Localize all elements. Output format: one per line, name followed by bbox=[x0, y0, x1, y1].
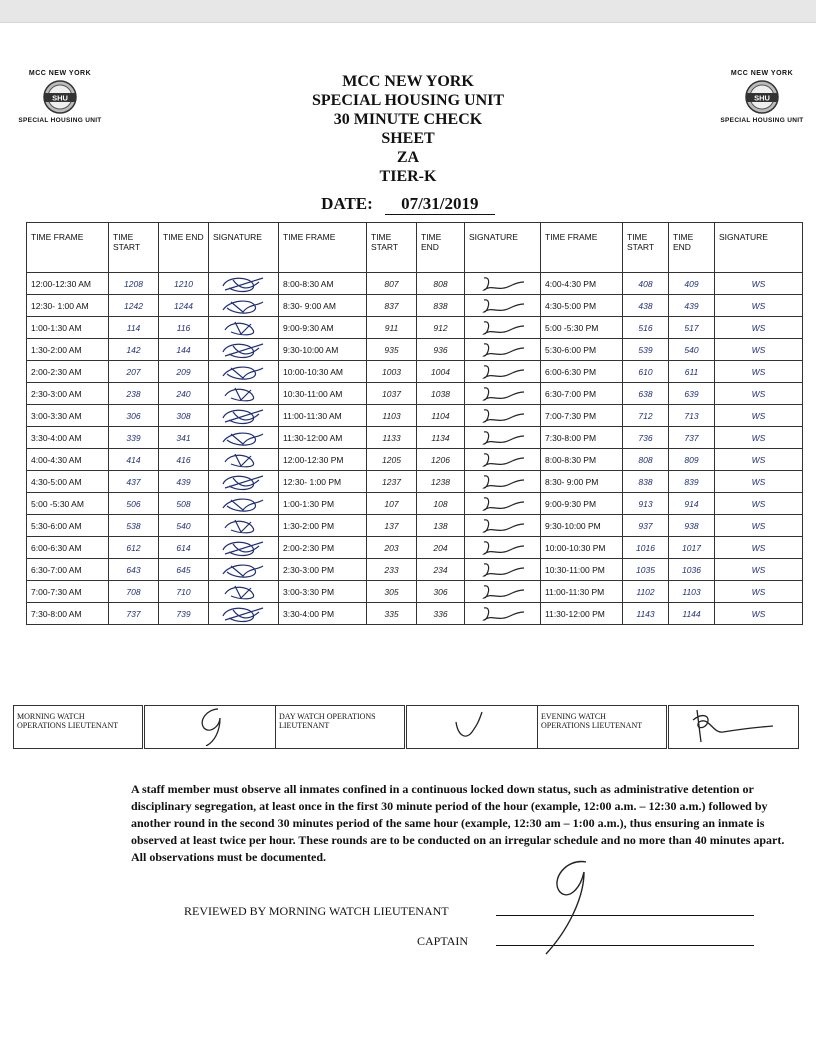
time-end-cell[interactable]: 1144 bbox=[669, 603, 715, 625]
time-start-cell[interactable]: 1102 bbox=[623, 581, 669, 603]
time-frame-cell: 12:00-12:30 AM bbox=[27, 273, 109, 295]
table-row bbox=[27, 537, 803, 559]
signature-mark bbox=[219, 450, 269, 470]
col-time-start: TIME START bbox=[109, 223, 159, 273]
logo-top-text: MCC NEW YORK bbox=[28, 70, 92, 77]
table-row bbox=[27, 493, 803, 515]
time-start-cell[interactable]: 1208 bbox=[109, 273, 159, 295]
time-end-cell[interactable]: 914 bbox=[669, 493, 715, 515]
signature-cell[interactable] bbox=[209, 405, 279, 427]
col-time-end: TIME END bbox=[417, 223, 465, 273]
time-frame-cell: 3:30-4:00 PM bbox=[279, 603, 367, 625]
time-start-cell[interactable]: 935 bbox=[367, 339, 417, 361]
time-end-cell[interactable]: 912 bbox=[417, 317, 465, 339]
time-end-cell[interactable]: 737 bbox=[669, 427, 715, 449]
time-end-cell[interactable]: 645 bbox=[159, 559, 209, 581]
time-start-cell[interactable]: 137 bbox=[367, 515, 417, 537]
time-frame-cell: 10:30-11:00 AM bbox=[279, 383, 367, 405]
col-signature: SIGNATURE bbox=[715, 223, 803, 273]
col-time-end: TIME END bbox=[159, 223, 209, 273]
time-start-cell[interactable]: 807 bbox=[367, 273, 417, 295]
time-end-cell[interactable]: 1103 bbox=[669, 581, 715, 603]
time-end-cell[interactable]: 439 bbox=[669, 295, 715, 317]
col-time-frame: TIME FRAME bbox=[541, 223, 623, 273]
time-end-cell[interactable]: 809 bbox=[669, 449, 715, 471]
signature-cell[interactable] bbox=[209, 295, 279, 317]
col-time-frame: TIME FRAME bbox=[279, 223, 367, 273]
time-end-cell[interactable]: 336 bbox=[417, 603, 465, 625]
time-end-cell[interactable]: 341 bbox=[159, 427, 209, 449]
time-end-cell[interactable]: 416 bbox=[159, 449, 209, 471]
signature-cell[interactable]: WS bbox=[715, 603, 803, 625]
left-logo bbox=[10, 70, 110, 124]
time-start-cell[interactable]: 1035 bbox=[623, 559, 669, 581]
captain-label: CAPTAIN bbox=[417, 934, 469, 948]
time-frame-cell: 4:30-5:00 PM bbox=[541, 295, 623, 317]
time-frame-cell: 11:00-11:30 PM bbox=[541, 581, 623, 603]
time-frame-cell: 5:30-6:00 AM bbox=[27, 515, 109, 537]
time-start-cell[interactable]: 612 bbox=[109, 537, 159, 559]
logo-top-text: MCC NEW YORK bbox=[730, 70, 794, 77]
time-end-cell[interactable]: 611 bbox=[669, 361, 715, 383]
signature-mark bbox=[478, 296, 528, 316]
time-end-cell[interactable]: 517 bbox=[669, 317, 715, 339]
time-end-cell[interactable]: 1238 bbox=[417, 471, 465, 493]
time-start-cell[interactable]: 737 bbox=[109, 603, 159, 625]
time-frame-cell: 10:00-10:30 PM bbox=[541, 537, 623, 559]
signature-cell[interactable] bbox=[465, 383, 541, 405]
signature-mark bbox=[478, 340, 528, 360]
signature-mark bbox=[219, 604, 269, 624]
signature-mark bbox=[219, 318, 269, 338]
signature-cell[interactable] bbox=[465, 603, 541, 625]
time-start-cell[interactable]: 837 bbox=[367, 295, 417, 317]
shu-badge-icon bbox=[40, 79, 80, 115]
table-row bbox=[27, 383, 803, 405]
time-end-cell[interactable]: 116 bbox=[159, 317, 209, 339]
signature-cell[interactable] bbox=[465, 339, 541, 361]
signature-mark bbox=[219, 516, 269, 536]
time-end-cell[interactable]: 639 bbox=[669, 383, 715, 405]
time-start-cell[interactable]: 207 bbox=[109, 361, 159, 383]
table-row bbox=[27, 295, 803, 317]
time-end-cell[interactable]: 409 bbox=[669, 273, 715, 295]
time-end-cell[interactable]: 209 bbox=[159, 361, 209, 383]
table-header-row bbox=[27, 223, 803, 273]
signature-mark bbox=[219, 560, 269, 580]
signature-cell[interactable]: WS bbox=[715, 537, 803, 559]
time-start-cell[interactable]: 1103 bbox=[367, 405, 417, 427]
time-end-cell[interactable]: 710 bbox=[159, 581, 209, 603]
time-start-cell[interactable]: 1037 bbox=[367, 383, 417, 405]
time-start-cell[interactable]: 1016 bbox=[623, 537, 669, 559]
signature-cell[interactable] bbox=[465, 537, 541, 559]
time-start-cell[interactable]: 1133 bbox=[367, 427, 417, 449]
time-end-cell[interactable]: 938 bbox=[669, 515, 715, 537]
signature-cell[interactable] bbox=[465, 405, 541, 427]
signature-cell[interactable] bbox=[465, 273, 541, 295]
time-frame-cell: 4:00-4:30 AM bbox=[27, 449, 109, 471]
signature-cell[interactable]: WS bbox=[715, 559, 803, 581]
time-start-cell[interactable]: 203 bbox=[367, 537, 417, 559]
col-signature: SIGNATURE bbox=[465, 223, 541, 273]
signature-mark bbox=[478, 274, 528, 294]
time-start-cell[interactable]: 712 bbox=[623, 405, 669, 427]
header-line-2: SPECIAL HOUSING UNIT bbox=[311, 92, 505, 109]
time-frame-cell: 10:00-10:30 AM bbox=[279, 361, 367, 383]
time-end-cell[interactable]: 1036 bbox=[669, 559, 715, 581]
signature-cell[interactable] bbox=[209, 361, 279, 383]
signature-mark bbox=[219, 538, 269, 558]
time-start-cell[interactable]: 233 bbox=[367, 559, 417, 581]
time-start-cell[interactable]: 339 bbox=[109, 427, 159, 449]
right-logo bbox=[712, 70, 812, 124]
page-title bbox=[308, 72, 508, 186]
signature-cell[interactable]: WS bbox=[715, 295, 803, 317]
signature-mark bbox=[219, 340, 269, 360]
time-frame-cell: 11:00-11:30 AM bbox=[279, 405, 367, 427]
time-end-cell[interactable]: 240 bbox=[159, 383, 209, 405]
signature-mark bbox=[478, 450, 528, 470]
time-end-cell[interactable]: 1017 bbox=[669, 537, 715, 559]
time-end-cell[interactable]: 1244 bbox=[159, 295, 209, 317]
signature-cell[interactable] bbox=[465, 493, 541, 515]
signature-cell[interactable] bbox=[209, 471, 279, 493]
logo-bottom-text: SPECIAL HOUSING UNIT bbox=[18, 117, 102, 124]
col-time-frame: TIME FRAME bbox=[27, 223, 109, 273]
evening-watch-signature[interactable] bbox=[668, 706, 799, 749]
time-end-cell[interactable]: 439 bbox=[159, 471, 209, 493]
policy-text: A staff member must observe all inmates confined in a continuous locked down status, such as administrative detention or disciplinary segregation, at least once in the first 30 minute period of the hour (example, 12:00 a.m. – 12:30 a.m.) followed by another round in the second 30 minutes period of the same hour (example, 12:30 am – 1:00 a.m.), thus ensuring an inmate is observed at least twice per hour. These rounds are to be conducted on an irregular schedule and no more than 40 minutes apart. All observations must be documented. bbox=[131, 782, 785, 864]
time-start-cell[interactable]: 1237 bbox=[367, 471, 417, 493]
time-start-cell[interactable]: 538 bbox=[109, 515, 159, 537]
signature-cell[interactable] bbox=[209, 493, 279, 515]
time-frame-cell: 7:30-8:00 PM bbox=[541, 427, 623, 449]
time-frame-cell: 2:30-3:00 AM bbox=[27, 383, 109, 405]
signature-cell[interactable]: WS bbox=[715, 361, 803, 383]
check-table bbox=[26, 222, 803, 625]
time-frame-cell: 11:30-12:00 PM bbox=[541, 603, 623, 625]
signature-mark bbox=[478, 582, 528, 602]
signature-cell[interactable] bbox=[465, 427, 541, 449]
signature-cell[interactable] bbox=[465, 559, 541, 581]
signature-cell[interactable] bbox=[209, 559, 279, 581]
time-frame-cell: 4:30-5:00 AM bbox=[27, 471, 109, 493]
time-frame-cell: 5:00 -5:30 PM bbox=[541, 317, 623, 339]
time-end-cell[interactable]: 1206 bbox=[417, 449, 465, 471]
signature-cell[interactable] bbox=[465, 317, 541, 339]
table-row bbox=[27, 427, 803, 449]
time-start-cell[interactable]: 539 bbox=[623, 339, 669, 361]
signature-cell[interactable]: WS bbox=[715, 493, 803, 515]
signature-cell[interactable] bbox=[465, 515, 541, 537]
signature-mark bbox=[219, 384, 269, 404]
time-frame-cell: 9:00-9:30 AM bbox=[279, 317, 367, 339]
signature-cell[interactable]: WS bbox=[715, 317, 803, 339]
time-start-cell[interactable]: 913 bbox=[623, 493, 669, 515]
time-frame-cell: 5:00 -5:30 AM bbox=[27, 493, 109, 515]
time-frame-cell: 12:30- 1:00 AM bbox=[27, 295, 109, 317]
signature-mark bbox=[478, 560, 528, 580]
time-end-cell[interactable]: 138 bbox=[417, 515, 465, 537]
signature-mark bbox=[219, 428, 269, 448]
signature-mark bbox=[478, 494, 528, 514]
time-start-cell[interactable]: 305 bbox=[367, 581, 417, 603]
signature-mark bbox=[478, 384, 528, 404]
signature-mark bbox=[689, 706, 779, 746]
time-frame-cell: 7:00-7:30 AM bbox=[27, 581, 109, 603]
time-frame-cell: 6:00-6:30 AM bbox=[27, 537, 109, 559]
table-row bbox=[27, 603, 803, 625]
signature-mark bbox=[442, 706, 502, 746]
col-time-start: TIME START bbox=[623, 223, 669, 273]
time-end-cell[interactable]: 808 bbox=[417, 273, 465, 295]
signature-cell[interactable] bbox=[465, 295, 541, 317]
time-start-cell[interactable]: 643 bbox=[109, 559, 159, 581]
time-end-cell[interactable]: 108 bbox=[417, 493, 465, 515]
time-end-cell[interactable]: 540 bbox=[669, 339, 715, 361]
time-end-cell[interactable]: 540 bbox=[159, 515, 209, 537]
time-start-cell[interactable]: 107 bbox=[367, 493, 417, 515]
time-frame-cell: 6:00-6:30 PM bbox=[541, 361, 623, 383]
signature-cell[interactable]: WS bbox=[715, 405, 803, 427]
watch-signoff bbox=[13, 705, 799, 749]
time-start-cell[interactable]: 438 bbox=[623, 295, 669, 317]
time-end-cell[interactable]: 1038 bbox=[417, 383, 465, 405]
signature-cell[interactable] bbox=[209, 427, 279, 449]
signature-cell[interactable] bbox=[209, 603, 279, 625]
time-frame-cell: 3:00-3:30 PM bbox=[279, 581, 367, 603]
signature-cell[interactable] bbox=[209, 383, 279, 405]
time-frame-cell: 9:30-10:00 PM bbox=[541, 515, 623, 537]
time-frame-cell: 2:00-2:30 AM bbox=[27, 361, 109, 383]
signature-mark bbox=[478, 604, 528, 624]
morning-watch-label: MORNING WATCH OPERATIONS LIEUTENANT bbox=[14, 706, 132, 749]
table-row bbox=[27, 449, 803, 471]
time-end-cell[interactable]: 1104 bbox=[417, 405, 465, 427]
reviewer-signature bbox=[520, 858, 610, 958]
signature-mark bbox=[219, 274, 269, 294]
time-start-cell[interactable]: 1003 bbox=[367, 361, 417, 383]
time-end-cell[interactable]: 144 bbox=[159, 339, 209, 361]
signature-cell[interactable] bbox=[209, 515, 279, 537]
time-start-cell[interactable]: 114 bbox=[109, 317, 159, 339]
signature-mark bbox=[219, 362, 269, 382]
signature-cell[interactable] bbox=[465, 581, 541, 603]
time-end-cell[interactable]: 508 bbox=[159, 493, 209, 515]
signature-cell[interactable] bbox=[209, 317, 279, 339]
header-line-3: 30 MINUTE CHECK SHEET bbox=[333, 111, 483, 147]
signature-cell[interactable]: WS bbox=[715, 471, 803, 493]
time-frame-cell: 1:00-1:30 PM bbox=[279, 493, 367, 515]
time-frame-cell: 8:30- 9:00 AM bbox=[279, 295, 367, 317]
time-frame-cell: 6:30-7:00 AM bbox=[27, 559, 109, 581]
time-frame-cell: 7:30-8:00 AM bbox=[27, 603, 109, 625]
date-value: 07/31/2019 bbox=[385, 194, 495, 215]
table-row bbox=[27, 515, 803, 537]
table-row bbox=[27, 559, 803, 581]
time-start-cell[interactable]: 937 bbox=[623, 515, 669, 537]
logo-bottom-text: SPECIAL HOUSING UNIT bbox=[720, 117, 804, 124]
date-row bbox=[0, 194, 816, 215]
time-start-cell[interactable]: 911 bbox=[367, 317, 417, 339]
signature-cell[interactable] bbox=[209, 273, 279, 295]
signature-cell[interactable] bbox=[209, 537, 279, 559]
header-line-4: ZA bbox=[396, 149, 420, 166]
time-end-cell[interactable]: 713 bbox=[669, 405, 715, 427]
day-watch-signature[interactable] bbox=[406, 706, 538, 749]
time-end-cell[interactable]: 838 bbox=[417, 295, 465, 317]
time-frame-cell: 6:30-7:00 PM bbox=[541, 383, 623, 405]
time-start-cell[interactable]: 306 bbox=[109, 405, 159, 427]
time-end-cell[interactable]: 839 bbox=[669, 471, 715, 493]
signature-cell[interactable]: WS bbox=[715, 449, 803, 471]
time-frame-cell: 1:30-2:00 AM bbox=[27, 339, 109, 361]
time-frame-cell: 9:00-9:30 PM bbox=[541, 493, 623, 515]
time-frame-cell: 12:30- 1:00 PM bbox=[279, 471, 367, 493]
time-frame-cell: 12:00-12:30 PM bbox=[279, 449, 367, 471]
time-end-cell[interactable]: 1004 bbox=[417, 361, 465, 383]
time-start-cell[interactable]: 516 bbox=[623, 317, 669, 339]
time-end-cell[interactable]: 204 bbox=[417, 537, 465, 559]
time-start-cell[interactable]: 838 bbox=[623, 471, 669, 493]
signature-mark bbox=[478, 516, 528, 536]
time-frame-cell: 1:00-1:30 AM bbox=[27, 317, 109, 339]
signature-cell[interactable] bbox=[465, 449, 541, 471]
time-start-cell[interactable]: 1242 bbox=[109, 295, 159, 317]
signature-cell[interactable] bbox=[209, 581, 279, 603]
time-frame-cell: 8:00-8:30 PM bbox=[541, 449, 623, 471]
badge-text: SHU bbox=[754, 93, 770, 103]
evening-watch-label: EVENING WATCH OPERATIONS LIEUTENANT bbox=[538, 706, 656, 749]
time-end-cell[interactable]: 1134 bbox=[417, 427, 465, 449]
signature-cell[interactable] bbox=[209, 339, 279, 361]
time-end-cell[interactable]: 308 bbox=[159, 405, 209, 427]
table-row bbox=[27, 581, 803, 603]
table-row bbox=[27, 471, 803, 493]
time-frame-cell: 1:30-2:00 PM bbox=[279, 515, 367, 537]
time-start-cell[interactable]: 506 bbox=[109, 493, 159, 515]
time-start-cell[interactable]: 238 bbox=[109, 383, 159, 405]
signature-mark bbox=[478, 472, 528, 492]
time-start-cell[interactable]: 708 bbox=[109, 581, 159, 603]
col-signature: SIGNATURE bbox=[209, 223, 279, 273]
shu-badge-icon bbox=[742, 79, 782, 115]
time-start-cell[interactable]: 414 bbox=[109, 449, 159, 471]
time-frame-cell: 8:00-8:30 AM bbox=[279, 273, 367, 295]
time-start-cell[interactable]: 638 bbox=[623, 383, 669, 405]
time-start-cell[interactable]: 1205 bbox=[367, 449, 417, 471]
time-frame-cell: 5:30-6:00 PM bbox=[541, 339, 623, 361]
signature-cell[interactable] bbox=[465, 471, 541, 493]
col-time-start: TIME START bbox=[367, 223, 417, 273]
review-lieutenant-label: REVIEWED BY MORNING WATCH LIEUTENANT bbox=[184, 904, 449, 918]
signature-mark bbox=[478, 318, 528, 338]
day-watch-label: DAY WATCH OPERATIONS LIEUTENANT bbox=[276, 706, 394, 749]
header-line-1: MCC NEW YORK bbox=[342, 73, 474, 90]
time-frame-cell: 4:00-4:30 PM bbox=[541, 273, 623, 295]
signature-mark bbox=[478, 406, 528, 426]
time-frame-cell: 8:30- 9:00 PM bbox=[541, 471, 623, 493]
time-end-cell[interactable]: 306 bbox=[417, 581, 465, 603]
signature-mark bbox=[478, 362, 528, 382]
badge-text: SHU bbox=[52, 93, 68, 103]
signature-cell[interactable]: WS bbox=[715, 339, 803, 361]
time-start-cell[interactable]: 808 bbox=[623, 449, 669, 471]
table-body bbox=[27, 273, 803, 625]
time-frame-cell: 3:00-3:30 AM bbox=[27, 405, 109, 427]
signature-mark bbox=[219, 472, 269, 492]
time-start-cell[interactable]: 736 bbox=[623, 427, 669, 449]
time-start-cell[interactable]: 437 bbox=[109, 471, 159, 493]
table-row bbox=[27, 273, 803, 295]
signature-cell[interactable] bbox=[465, 361, 541, 383]
time-frame-cell: 2:00-2:30 PM bbox=[279, 537, 367, 559]
time-end-cell[interactable]: 936 bbox=[417, 339, 465, 361]
signature-mark bbox=[478, 538, 528, 558]
signature-mark bbox=[219, 296, 269, 316]
header-line-5: TIER-K bbox=[379, 168, 437, 185]
time-frame-cell: 2:30-3:00 PM bbox=[279, 559, 367, 581]
time-frame-cell: 7:00-7:30 PM bbox=[541, 405, 623, 427]
time-frame-cell: 9:30-10:00 AM bbox=[279, 339, 367, 361]
time-start-cell[interactable]: 335 bbox=[367, 603, 417, 625]
morning-watch-signature[interactable] bbox=[144, 706, 276, 749]
time-end-cell[interactable]: 614 bbox=[159, 537, 209, 559]
signature-cell[interactable]: WS bbox=[715, 427, 803, 449]
time-start-cell[interactable]: 408 bbox=[623, 273, 669, 295]
scan-edge bbox=[0, 0, 816, 23]
signature-cell[interactable]: WS bbox=[715, 273, 803, 295]
time-end-cell[interactable]: 234 bbox=[417, 559, 465, 581]
signature-mark bbox=[478, 428, 528, 448]
date-label: DATE: bbox=[321, 194, 373, 213]
table-row bbox=[27, 339, 803, 361]
time-start-cell[interactable]: 1143 bbox=[623, 603, 669, 625]
signature-mark bbox=[219, 582, 269, 602]
time-frame-cell: 11:30-12:00 AM bbox=[279, 427, 367, 449]
time-end-cell[interactable]: 739 bbox=[159, 603, 209, 625]
table-row bbox=[27, 361, 803, 383]
time-frame-cell: 10:30-11:00 PM bbox=[541, 559, 623, 581]
time-frame-cell: 3:30-4:00 AM bbox=[27, 427, 109, 449]
table-row bbox=[27, 317, 803, 339]
signature-cell[interactable]: WS bbox=[715, 581, 803, 603]
signature-mark bbox=[219, 406, 269, 426]
time-end-cell[interactable]: 1210 bbox=[159, 273, 209, 295]
table-row bbox=[27, 405, 803, 427]
time-start-cell[interactable]: 610 bbox=[623, 361, 669, 383]
col-time-end: TIME END bbox=[669, 223, 715, 273]
signature-cell[interactable]: WS bbox=[715, 383, 803, 405]
time-start-cell[interactable]: 142 bbox=[109, 339, 159, 361]
signature-cell[interactable]: WS bbox=[715, 515, 803, 537]
signature-mark bbox=[219, 494, 269, 514]
signature-mark bbox=[180, 706, 240, 746]
signature-cell[interactable] bbox=[209, 449, 279, 471]
